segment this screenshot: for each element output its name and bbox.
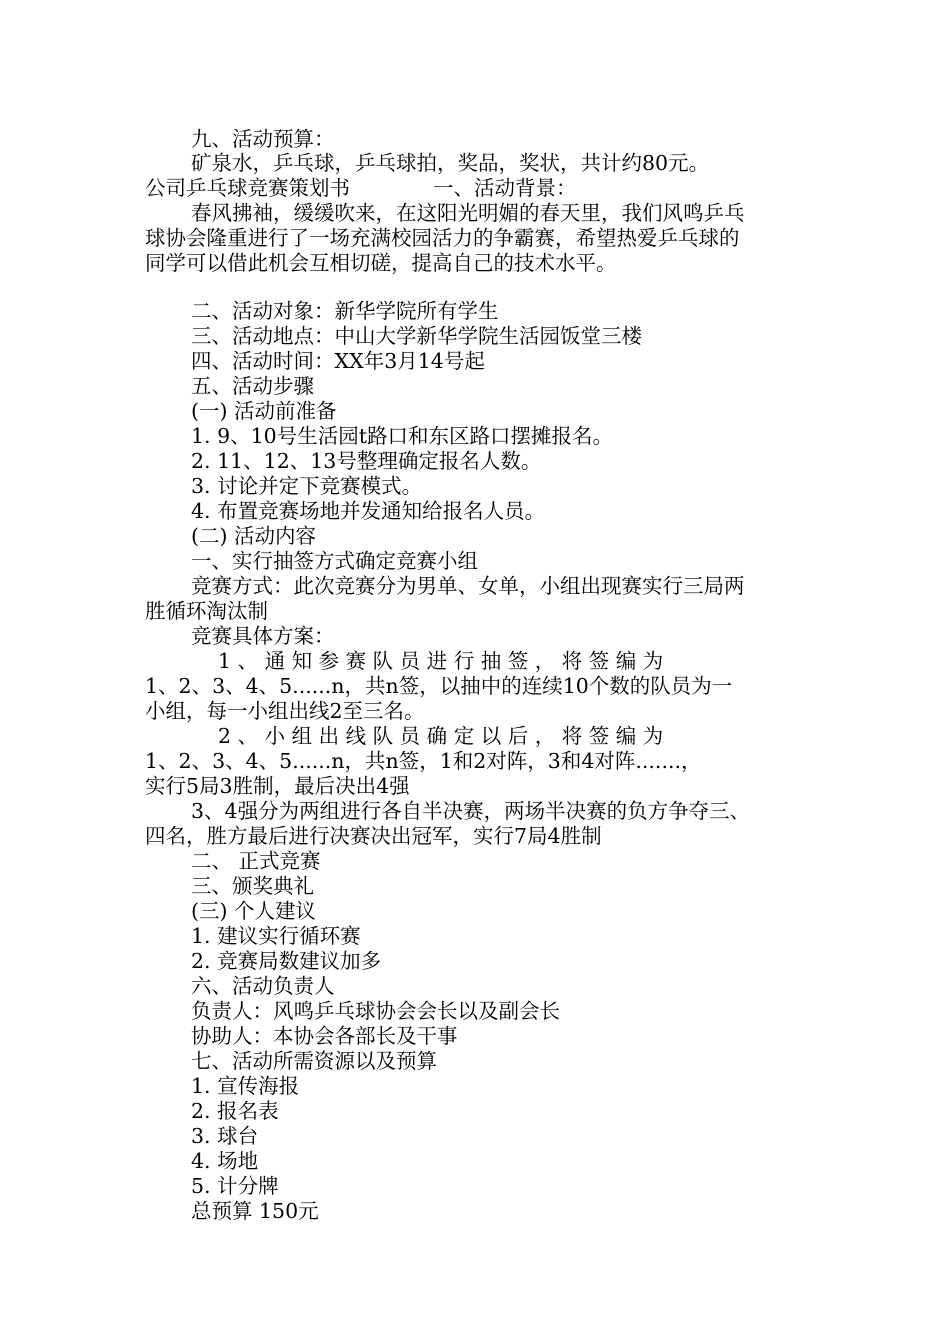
subsection-heading: 竞赛具体方案：	[191, 624, 335, 648]
paragraph-line: 春风拂袖，缓缓吹来，在这阳光明媚的春天里，我们风鸣乒乓	[191, 201, 745, 225]
section-heading: (二) 活动内容	[191, 524, 317, 548]
list-item: 2. 11、12、13号整理确定报名人数。	[191, 449, 542, 473]
budget-heading: 九、活动预算：	[191, 127, 335, 151]
list-item: 1. 建议实行循环赛	[191, 924, 361, 948]
list-item: 2. 竞赛局数建议加多	[191, 949, 382, 973]
list-item: 1. 9、10号生活园t路口和东区路口摆摊报名。	[191, 424, 613, 448]
paragraph-line: 2 、 小 组 出 线 队 员 确 定 以 后 ， 将 签 编 为	[218, 724, 664, 748]
section-heading: (三) 个人建议	[191, 899, 317, 923]
section-heading: 七、活动所需资源以及预算	[191, 1049, 437, 1073]
paragraph-line: 胜循环淘汰制	[145, 599, 268, 623]
paragraph-line: 1 、 通 知 参 赛 队 员 进 行 抽 签 ， 将 签 编 为	[218, 649, 664, 673]
paragraph-line: 竞赛方式：此次竞赛分为男单、女单，小组出现赛实行三局两	[191, 574, 745, 598]
paragraph-line: 负责人：风鸣乒乓球协会会长以及副会长	[191, 999, 560, 1023]
time-line: 四、活动时间：XX年3月14号起	[191, 349, 485, 373]
paragraph-line: 3、4强分为两组进行各自半决赛，两场半决赛的负方争夺三、	[191, 799, 751, 823]
paragraph-line: 1、2、3、4、5......n，共n签，以抽中的连续10个数的队员为一	[145, 674, 733, 698]
paragraph-line: 小组，每一小组出线2至三名。	[145, 699, 425, 723]
list-item: 1. 宣传海报	[191, 1074, 300, 1098]
list-item: 4. 场地	[191, 1149, 259, 1173]
subsection-heading: 二、 正式竞赛	[191, 849, 321, 873]
list-item: 3. 讨论并定下竞赛模式。	[191, 474, 423, 498]
document-title: 公司乒乓球竞赛策划书	[145, 176, 350, 200]
list-item: 5. 计分牌	[191, 1174, 279, 1198]
subsection-heading: 一、实行抽签方式确定竞赛小组	[191, 549, 478, 573]
steps-heading: 五、活动步骤	[191, 374, 314, 398]
paragraph-line: 协助人：本协会各部长及干事	[191, 1024, 458, 1048]
section-heading: 六、活动负责人	[191, 974, 335, 998]
list-item: 4. 布置竞赛场地并发通知给报名人员。	[191, 499, 546, 523]
background-heading: 一、活动背景：	[433, 176, 577, 200]
paragraph-line: 球协会隆重进行了一场充满校园活力的争霸赛，希望热爱乒乓球的	[145, 226, 740, 250]
paragraph-line: 四名，胜方最后进行决赛决出冠军，实行7局4胜制	[145, 824, 602, 848]
list-item: 2. 报名表	[191, 1099, 279, 1123]
section-heading: (一) 活动前准备	[191, 399, 337, 423]
paragraph-line: 同学可以借此机会互相切磋，提高自己的技术水平。	[145, 251, 617, 275]
paragraph-line: 实行5局3胜制，最后决出4强	[145, 774, 410, 798]
budget-items: 矿泉水，乒乓球，乒乓球拍，奖品，奖状，共计约80元。	[191, 151, 710, 175]
total-budget-line: 总预算 150元	[191, 1199, 319, 1223]
list-item: 3. 球台	[191, 1124, 259, 1148]
location-line: 三、活动地点：中山大学新华学院生活园饭堂三楼	[191, 324, 642, 348]
paragraph-line: 1、2、3、4、5......n，共n签，1和2对阵，3和4对阵.......，	[145, 749, 702, 773]
subsection-heading: 三、颁奖典礼	[191, 874, 314, 898]
target-line: 二、活动对象：新华学院所有学生	[191, 299, 499, 323]
